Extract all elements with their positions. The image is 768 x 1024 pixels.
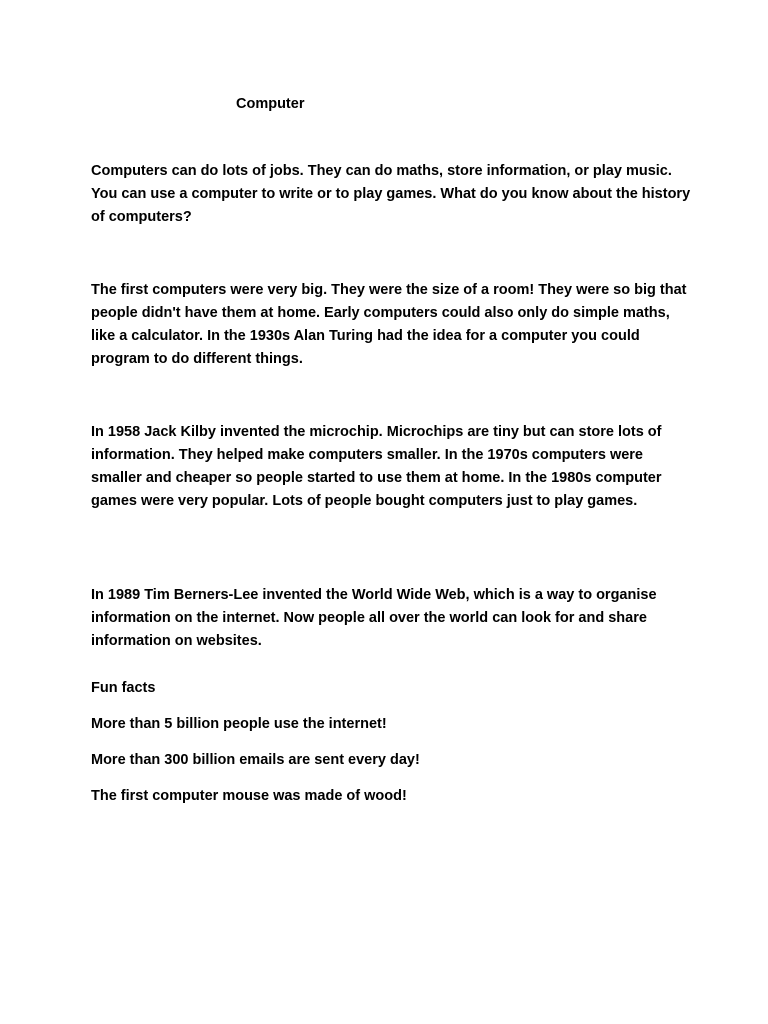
paragraph-microchip: In 1958 Jack Kilby invented the microchip. Microchips are tiny but can store lots of information. They helped make computers smaller. In the 1970s computers were smaller and cheaper so people started to use them at home. In the 1980s computer games were very popular. Lots of people bought computers just to play games.: [91, 424, 662, 510]
paragraph-intro: Computers can do lots of jobs. They can do maths, store information, or play music. You can use a computer to write or to play games. What do you know about the history of computers?: [91, 163, 691, 226]
fun-facts-heading: Fun facts: [91, 680, 156, 696]
paragraph-first-computers: The first computers were very big. They were the size of a room! They were so big that people didn't have them at home. Early computers could also only do simple maths, like a calculator. In the 1930s Alan Turing had the idea for a computer you could program to do different things.: [91, 282, 687, 368]
document-title: Computer: [236, 96, 305, 112]
fun-fact-item: The first computer mouse was made of wood!: [91, 788, 407, 804]
paragraph-world-wide-web: In 1989 Tim Berners-Lee invented the World Wide Web, which is a way to organise information on the internet. Now people all over the world can look for and share information on websites.: [91, 587, 657, 650]
fun-fact-item: More than 300 billion emails are sent every day!: [91, 752, 420, 768]
fun-fact-item: More than 5 billion people use the internet!: [91, 716, 387, 732]
